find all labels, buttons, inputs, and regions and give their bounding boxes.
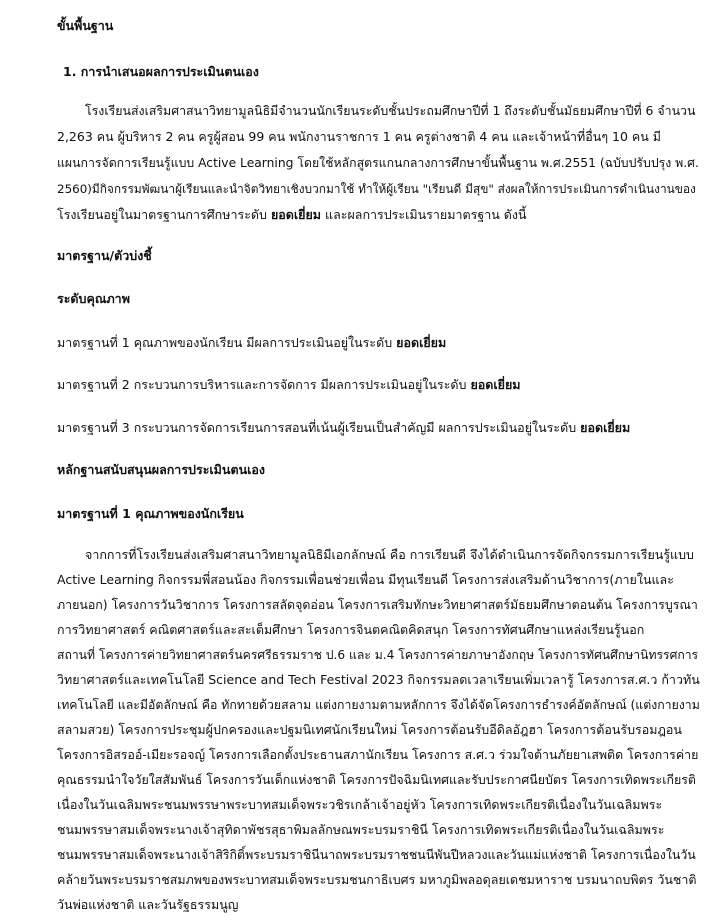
standard-line — [57, 334, 446, 352]
standard1-heading: มาตรฐานที่ 1 คุณภาพของนักเรียน — [57, 506, 244, 521]
intro-line: โรงเรียนส่งเสริมศาสนาวิทยามูลนิธิมีจำนวนนักเรียนระดับชั้นประถมศึกษาปีที่ 1 ถึงระดับชั้นมัธยมศึกษาปีที่ 6 จำนวน — [85, 103, 696, 118]
evidence-heading: หลักฐานสนับสนุนผลการประเมินตนเอง — [57, 462, 266, 477]
body-line: สถานที่ โครงการค่ายวิทยาศาสตร์นครศรีธรรมราช ป.6 และ ม.4 โครงการค่ายภาษาอังกฤษ โครงการทัศนศึกษานิทรรศการ — [57, 648, 699, 662]
level-heading: ขั้นพื้นฐาน — [57, 18, 114, 33]
body-line: จากการที่โรงเรียนส่งเสริมศาสนาวิทยามูลนิธิมีเอกลักษณ์ คือ การเรียนดี จึงได้ดำเนินการจัดกิจกรรมการเรียนรู้แบบ — [85, 547, 694, 562]
body-line: เทคโนโลยี และมีอัตลักษณ์ คือ ทักทายด้วยสลาม แต่งกายงามตามหลักการ จึงได้จัดโครงการธำรงค์อัตลักษณ์ (แต่งกายงาม — [57, 698, 700, 712]
body-line: ภายนอก) โครงการวันวิชาการ โครงการสลัดจุดอ่อน โครงการเสริมทักษะวิทยาศาสตร์มัธยมศึกษาตอนต้น โครงการบูรณา — [57, 597, 698, 612]
intro-line: แผนการจัดการเรียนรู้แบบ Active Learning โดยใช้หลักสูตรแกนกลางการศึกษาขั้นพื้นฐาน พ.ศ.2551 (ฉบับปรับปรุง พ.ศ. — [57, 156, 699, 170]
intro-text: และผลการประเมินรายมาตรฐาน ดังนี้ — [321, 207, 527, 222]
body-line: ชนมพรรษาสมเด็จพระนางเจ้าสิริกิติ์พระบรมราชินีนาถพระบรมราชชนนีพันปีหลวงและวันแม่แห่งชาติ โครงการเนื่องในวัน — [57, 847, 696, 862]
standards-heading: มาตรฐาน/ตัวบ่งชี้ — [57, 248, 152, 263]
overall-level: ยอดเยี่ยม — [270, 207, 322, 222]
body-line: สลามสวย) โครงการประชุมผู้ปกครองและปฐมนิเทศนักเรียนใหม่ โครงการต้อนรับอีดิลอัฎฮา โครงการต้อนรับรอมฎอน — [57, 722, 682, 737]
standard-level: ยอดเยี่ยม — [396, 335, 447, 350]
standard-text: มาตรฐานที่ 3 กระบวนการจัดการเรียนการสอนที่เน้นผู้เรียนเป็นสำคัญมี ผลการประเมินอยู่ในระดับ — [57, 420, 581, 435]
standard-line — [57, 419, 630, 437]
intro-line: 2560)มีกิจกรรมพัฒนาผู้เรียนและนำจิตวิทยาเชิงบวกมาใช้ ทำให้ผู้เรียน "เรียนดี มีสุข" ส่งผลให้การประเมินการดำเนินงานของ — [57, 182, 696, 196]
body-line: โครงการอิสรออ์-เมียะรอจญ์ โครงการเลือกตั้งประธานสภานักเรียน โครงการ ส.ศ.ว ร่วมใจต้านภัยยาเสพติด โครงการค่าย — [57, 747, 699, 762]
body-line: คล้ายวันพระบรมราชสมภพของพระบาทสมเด็จพระบรมชนกาธิเบศร มหาภูมิพลอดุลยเดชมหาราช บรมนาถบพิตร วันชาติ — [57, 872, 697, 887]
intro-text: โรงเรียนอยู่ในมาตรฐานการศึกษาระดับ — [57, 207, 271, 222]
standard-text: มาตรฐานที่ 1 คุณภาพของนักเรียน มีผลการประเมินอยู่ในระดับ — [57, 335, 397, 350]
section-heading: 1. การนำเสนอผลการประเมินตนเอง — [63, 64, 259, 79]
body-line: วิทยาศาสตร์และเทคโนโลยี Science and Tech Festival 2023 กิจกรรมลดเวลาเรียนเพิ่มเวลารู้ โครงการส.ศ.ว ก้าวทัน — [57, 672, 700, 687]
quality-heading: ระดับคุณภาพ — [57, 291, 130, 306]
standard-text: มาตรฐานที่ 2 กระบวนการบริหารและการจัดการ มีผลการประเมินอยู่ในระดับ — [57, 377, 471, 392]
body-line: วันพ่อแห่งชาติ และวันรัฐธรรมนูญ — [57, 897, 239, 912]
standard-level: ยอดเยี่ยม — [470, 377, 521, 392]
body-line: ชนมพรรษาสมเด็จพระนางเจ้าสุทิดาพัชรสุธาพิมลลักษณพระบรมราชินี โครงการเทิดพระเกียรติเนื่องในวันเฉลิมพระ — [57, 822, 665, 837]
body-line: คุณธรรมนำใจวัยใสสัมพันธ์ โครงการวันเด็กแห่งชาติ โครงการปัจฉิมนิเทศและรับประกาศนียบัตร โครงการเทิดพระเกียรติ — [57, 772, 696, 787]
standard-line — [57, 376, 521, 394]
intro-line: 2,263 คน ผู้บริหาร 2 คน ครูผู้สอน 99 คน พนักงานราชการ 1 คน ครูต่างชาติ 4 คน และเจ้าหน้าที่อื่นๆ 10 คน มี — [57, 129, 662, 144]
body-line: เนื่องในวันเฉลิมพระชนมพรรษาพระบาทสมเด็จพระวชิรเกล้าเจ้าอยู่หัว โครงการเทิดพระเกียรติเนื่องในวันเฉลิมพระ — [57, 797, 663, 812]
body-line: การวิทยาศาสตร์ คณิตศาสตร์และสะเต็มศึกษา โครงการจินตคณิตคิดสนุก โครงการทัศนศึกษาแหล่งเรียนรู้นอก — [57, 622, 645, 637]
intro-line — [57, 206, 527, 224]
body-line: Active Learning กิจกรรมพี่สอนน้อง กิจกรรมเพื่อนช่วยเพื่อน มีทุนเรียนดี โครงการส่งเสริมด้านวิชาการ(ภายในและ — [57, 572, 674, 587]
standard-level: ยอดเยี่ยม — [580, 420, 631, 435]
